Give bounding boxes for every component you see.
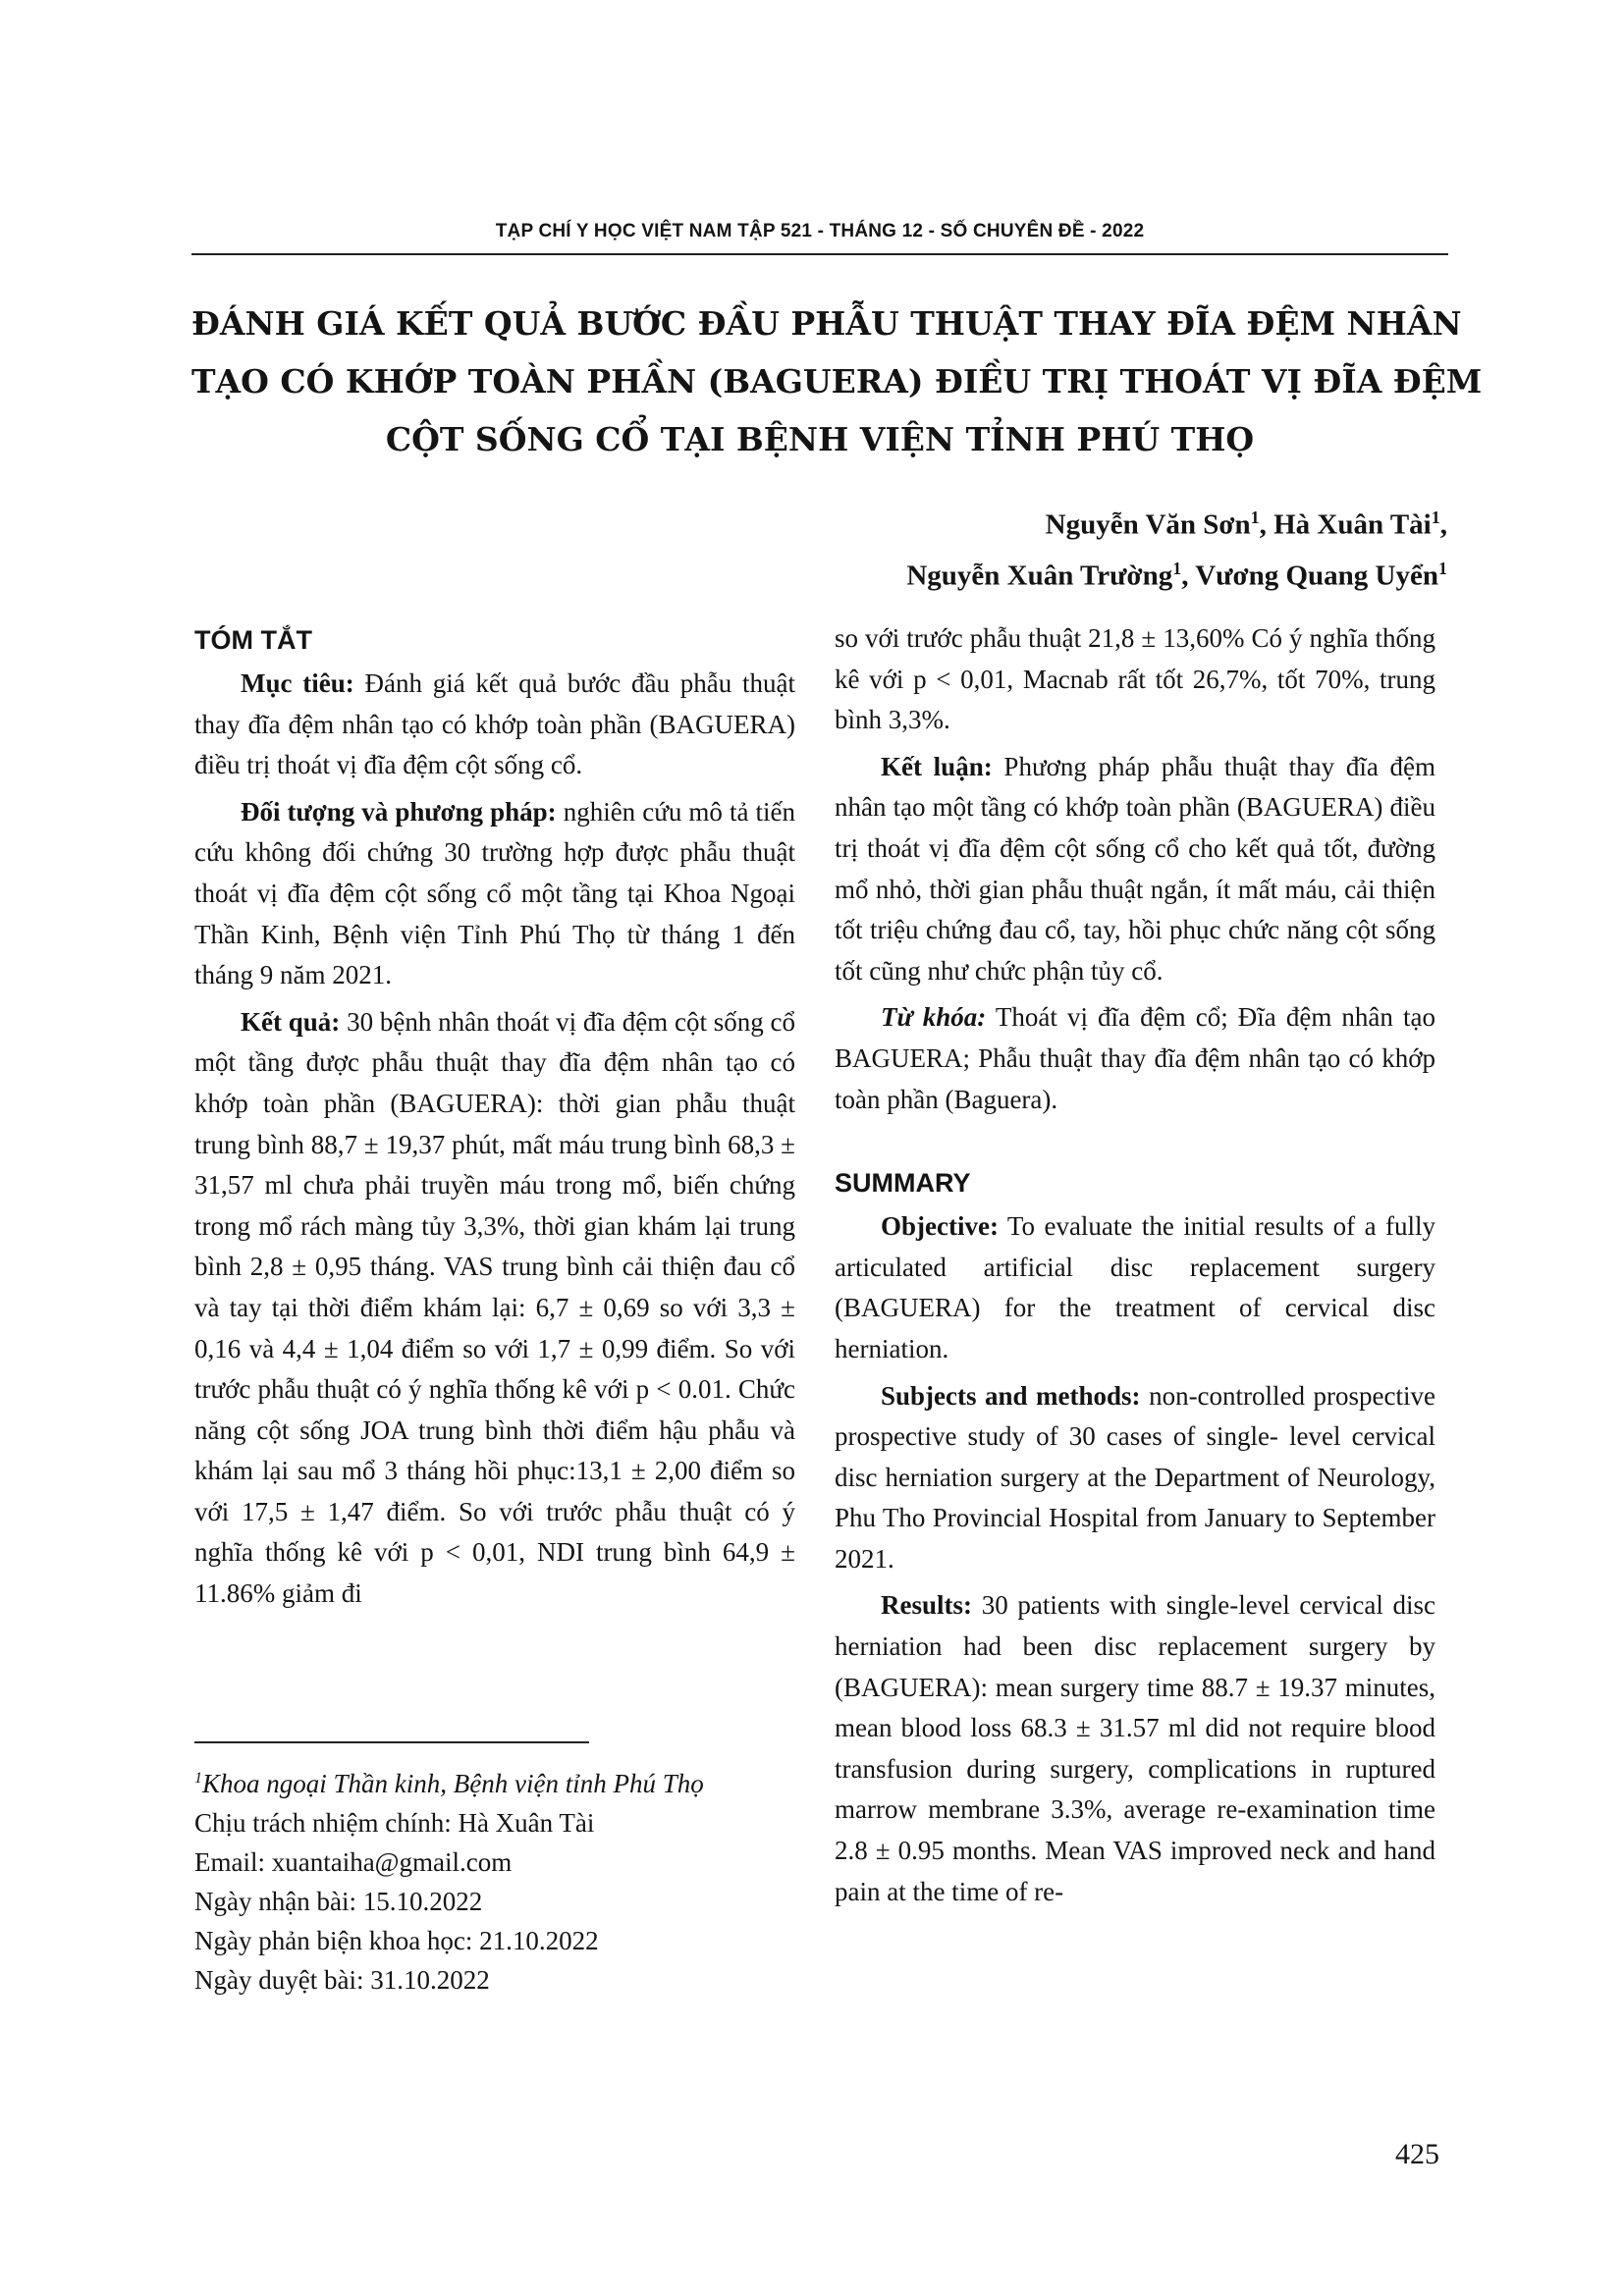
tomtat-heading: TÓM TẮT — [194, 625, 312, 655]
author-separator: , — [1181, 560, 1196, 592]
header-rule — [191, 253, 1448, 255]
results-label: Results: — [881, 1590, 972, 1621]
footnotes — [194, 1759, 795, 2000]
article-title — [191, 294, 1483, 468]
author-name: Hà Xuân Tài — [1273, 508, 1432, 541]
objective-label: Objective: — [881, 1211, 999, 1242]
muc-tieu-label: Mục tiêu: — [241, 668, 354, 698]
doi-tuong-label: Đối tượng và phương pháp: — [241, 796, 557, 827]
doi-tuong-paragraph — [194, 792, 795, 996]
author-line-1 — [906, 496, 1447, 547]
ket-qua-text: 30 bệnh nhân thoát vị đĩa đệm cột sống cổ một tầng được phẫu thuật thay đĩa đệm nhân tạo có khớp toàn phần (BAGUERA): thời gian phẫu thuật trung bình 88,7 ± 19,37 phút, mất máu trung bình 68,3 ± 31,57 ml chưa phải truyền máu trong mổ, biến chứng trong mổ rách màng tủy 3,3%, thời gian khám lại trung bình 2,8 ± 0,95 tháng. VAS trung bình cải thiện đau cổ và tay tại thời điểm khám lại: 6,7 ± 0,69 so với 3,3 ± 0,16 và 4,4 ± 1,04 điểm so với 1,7 ± 0,99 điểm. So với trước phẫu thuật có ý nghĩa thống kê với p < 0.01. Chức năng cột sống JOA trung bình thời điểm hậu phẫu và khám lại sau mổ 3 tháng hồi phục:13,1 ± 2,00 điểm so với 17,5 ± 1,47 điểm. So với trước phẫu thuật có ý nghĩa thống kê với p < 0,01, NDI trung bình 64,9 ± 11.86% giảm đi — [194, 1006, 795, 1609]
objective-paragraph — [835, 1206, 1435, 1369]
tu-khoa-text: Thoát vị đĩa đệm cổ; Đĩa đệm nhân tạo BAGUERA; Phẫu thuật thay đĩa đệm nhân tạo có khớp toàn phần (Baguera). — [835, 1002, 1435, 1114]
muc-tieu-text: Đánh giá kết quả bước đầu phẫu thuật thay đĩa đệm nhân tạo có khớp toàn phần (BAGUERA) điều trị thoát vị đĩa đệm cột sống cổ. — [194, 668, 795, 780]
footnote-rule — [194, 1741, 589, 1743]
subjects-paragraph — [835, 1376, 1435, 1580]
approved-date: Ngày duyệt bài: 31.10.2022 — [194, 1965, 490, 1995]
tu-khoa-label: Từ khóa: — [881, 1002, 987, 1033]
title-line-3: CỘT SỐNG CỔ TẠI BỆNH VIỆN TỈNH PHÚ THỌ — [385, 420, 1255, 458]
ket-luan-label: Kết luận: — [881, 751, 993, 781]
author-name: Nguyễn Văn Sơn — [1045, 508, 1251, 541]
footnote-mark: 1 — [194, 1770, 202, 1787]
responsible-author: Chịu trách nhiệm chính: Hà Xuân Tài — [194, 1808, 595, 1838]
results-paragraph — [835, 1585, 1435, 1912]
right-column — [835, 618, 1435, 1918]
ket-luan-paragraph — [835, 747, 1435, 992]
page-number: 425 — [1395, 2138, 1439, 2170]
author-name: Vương Quang Uyển — [1195, 560, 1438, 592]
title-line-1: ĐÁNH GIÁ KẾT QUẢ BƯỚC ĐẦU PHẪU THUẬT THAY ĐĨA ĐỆM NHÂN — [191, 304, 1462, 343]
subjects-text: non-controlled prospective prospective study of 30 cases of single- level cervical disc herniation surgery at the Department of Neurology, Phu Tho Provincial Hospital from January to September 2021. — [835, 1380, 1435, 1574]
ket-qua-continued: so với trước phẫu thuật 21,8 ± 13,60% Có ý nghĩa thống kê với p < 0,01, Macnab rất tốt 26,7%, tốt 70%, trung bình 3,3%. — [835, 623, 1435, 735]
doi-tuong-text: nghiên cứu mô tả tiến cứu không đối chứng 30 trường hợp được phẫu thuật thoát vị đĩa đệm cột sống cổ một tầng tại Khoa Ngoại Thần Kinh, Bệnh viện Tỉnh Phú Thọ từ tháng 1 đến tháng 9 năm 2021. — [194, 796, 796, 990]
email-line: Email: xuantaiha@gmail.com — [194, 1847, 513, 1877]
ket-luan-text: Phương pháp phẫu thuật thay đĩa đệm nhân tạo một tầng có khớp toàn phần (BAGUERA) điều trị thoát vị đĩa đệm cột sống cổ cho kết quả tốt, đường mổ nhỏ, thời gian phẫu thuật ngắn, ít mất máu, cải thiện tốt triệu chứng đau cổ, tay, hồi phục chức năng cột sống tốt cũng như chức phận tủy cổ. — [835, 751, 1435, 986]
muc-tieu-paragraph — [194, 664, 795, 786]
reviewed-date: Ngày phản biện khoa học: 21.10.2022 — [194, 1926, 599, 1955]
left-column — [194, 618, 795, 1621]
affiliation-text: Khoa ngoại Thần kinh, Bệnh viện tỉnh Phú Thọ — [202, 1769, 704, 1798]
author-separator: , — [1259, 508, 1274, 541]
tu-khoa-paragraph — [835, 997, 1435, 1120]
results-text: 30 patients with single-level cervical disc herniation had been disc replacement surgery by (BAGUERA): mean surgery time 88.7 ± 19.37 minutes, mean blood loss 68.3 ± 31.57 ml did not require blood transfusion during surgery, complications in ruptured marrow membrane 3.3%, average re-examination time 2.8 ± 0.95 months. Mean VAS improved neck and hand pain at the time of re- — [835, 1590, 1435, 1906]
author-line-2 — [906, 547, 1447, 598]
affiliation-mark: 1 — [1431, 507, 1440, 527]
affiliation-mark: 1 — [1172, 558, 1182, 578]
affiliation-mark: 1 — [1438, 558, 1447, 578]
ket-qua-paragraph — [194, 1002, 795, 1615]
objective-text: To evaluate the initial results of a fully articulated artificial disc replacement surgery (BAGUERA) for the treatment of cervical disc herniation. — [835, 1211, 1435, 1363]
received-date: Ngày nhận bài: 15.10.2022 — [194, 1887, 483, 1916]
ket-qua-label: Kết quả: — [241, 1006, 341, 1037]
section-gap — [835, 1126, 1435, 1161]
affiliation-footnote — [194, 1759, 795, 1803]
author-separator: , — [1439, 508, 1447, 541]
author-list — [906, 496, 1447, 597]
affiliation-mark: 1 — [1250, 507, 1260, 527]
author-name: Nguyễn Xuân Trường — [906, 560, 1173, 592]
summary-heading: SUMMARY — [835, 1168, 971, 1199]
title-line-2: TẠO CÓ KHỚP TOÀN PHẦN (BAGUERA) ĐIỀU TRỊ THOÁT VỊ ĐĨA ĐỆM — [191, 362, 1483, 400]
journal-header: TẠP CHÍ Y HỌC VIỆT NAM TẬP 521 - THÁNG 12 - SỐ CHUYÊN ĐỀ - 2022 — [495, 221, 1145, 241]
subjects-label: Subjects and methods: — [881, 1380, 1141, 1411]
